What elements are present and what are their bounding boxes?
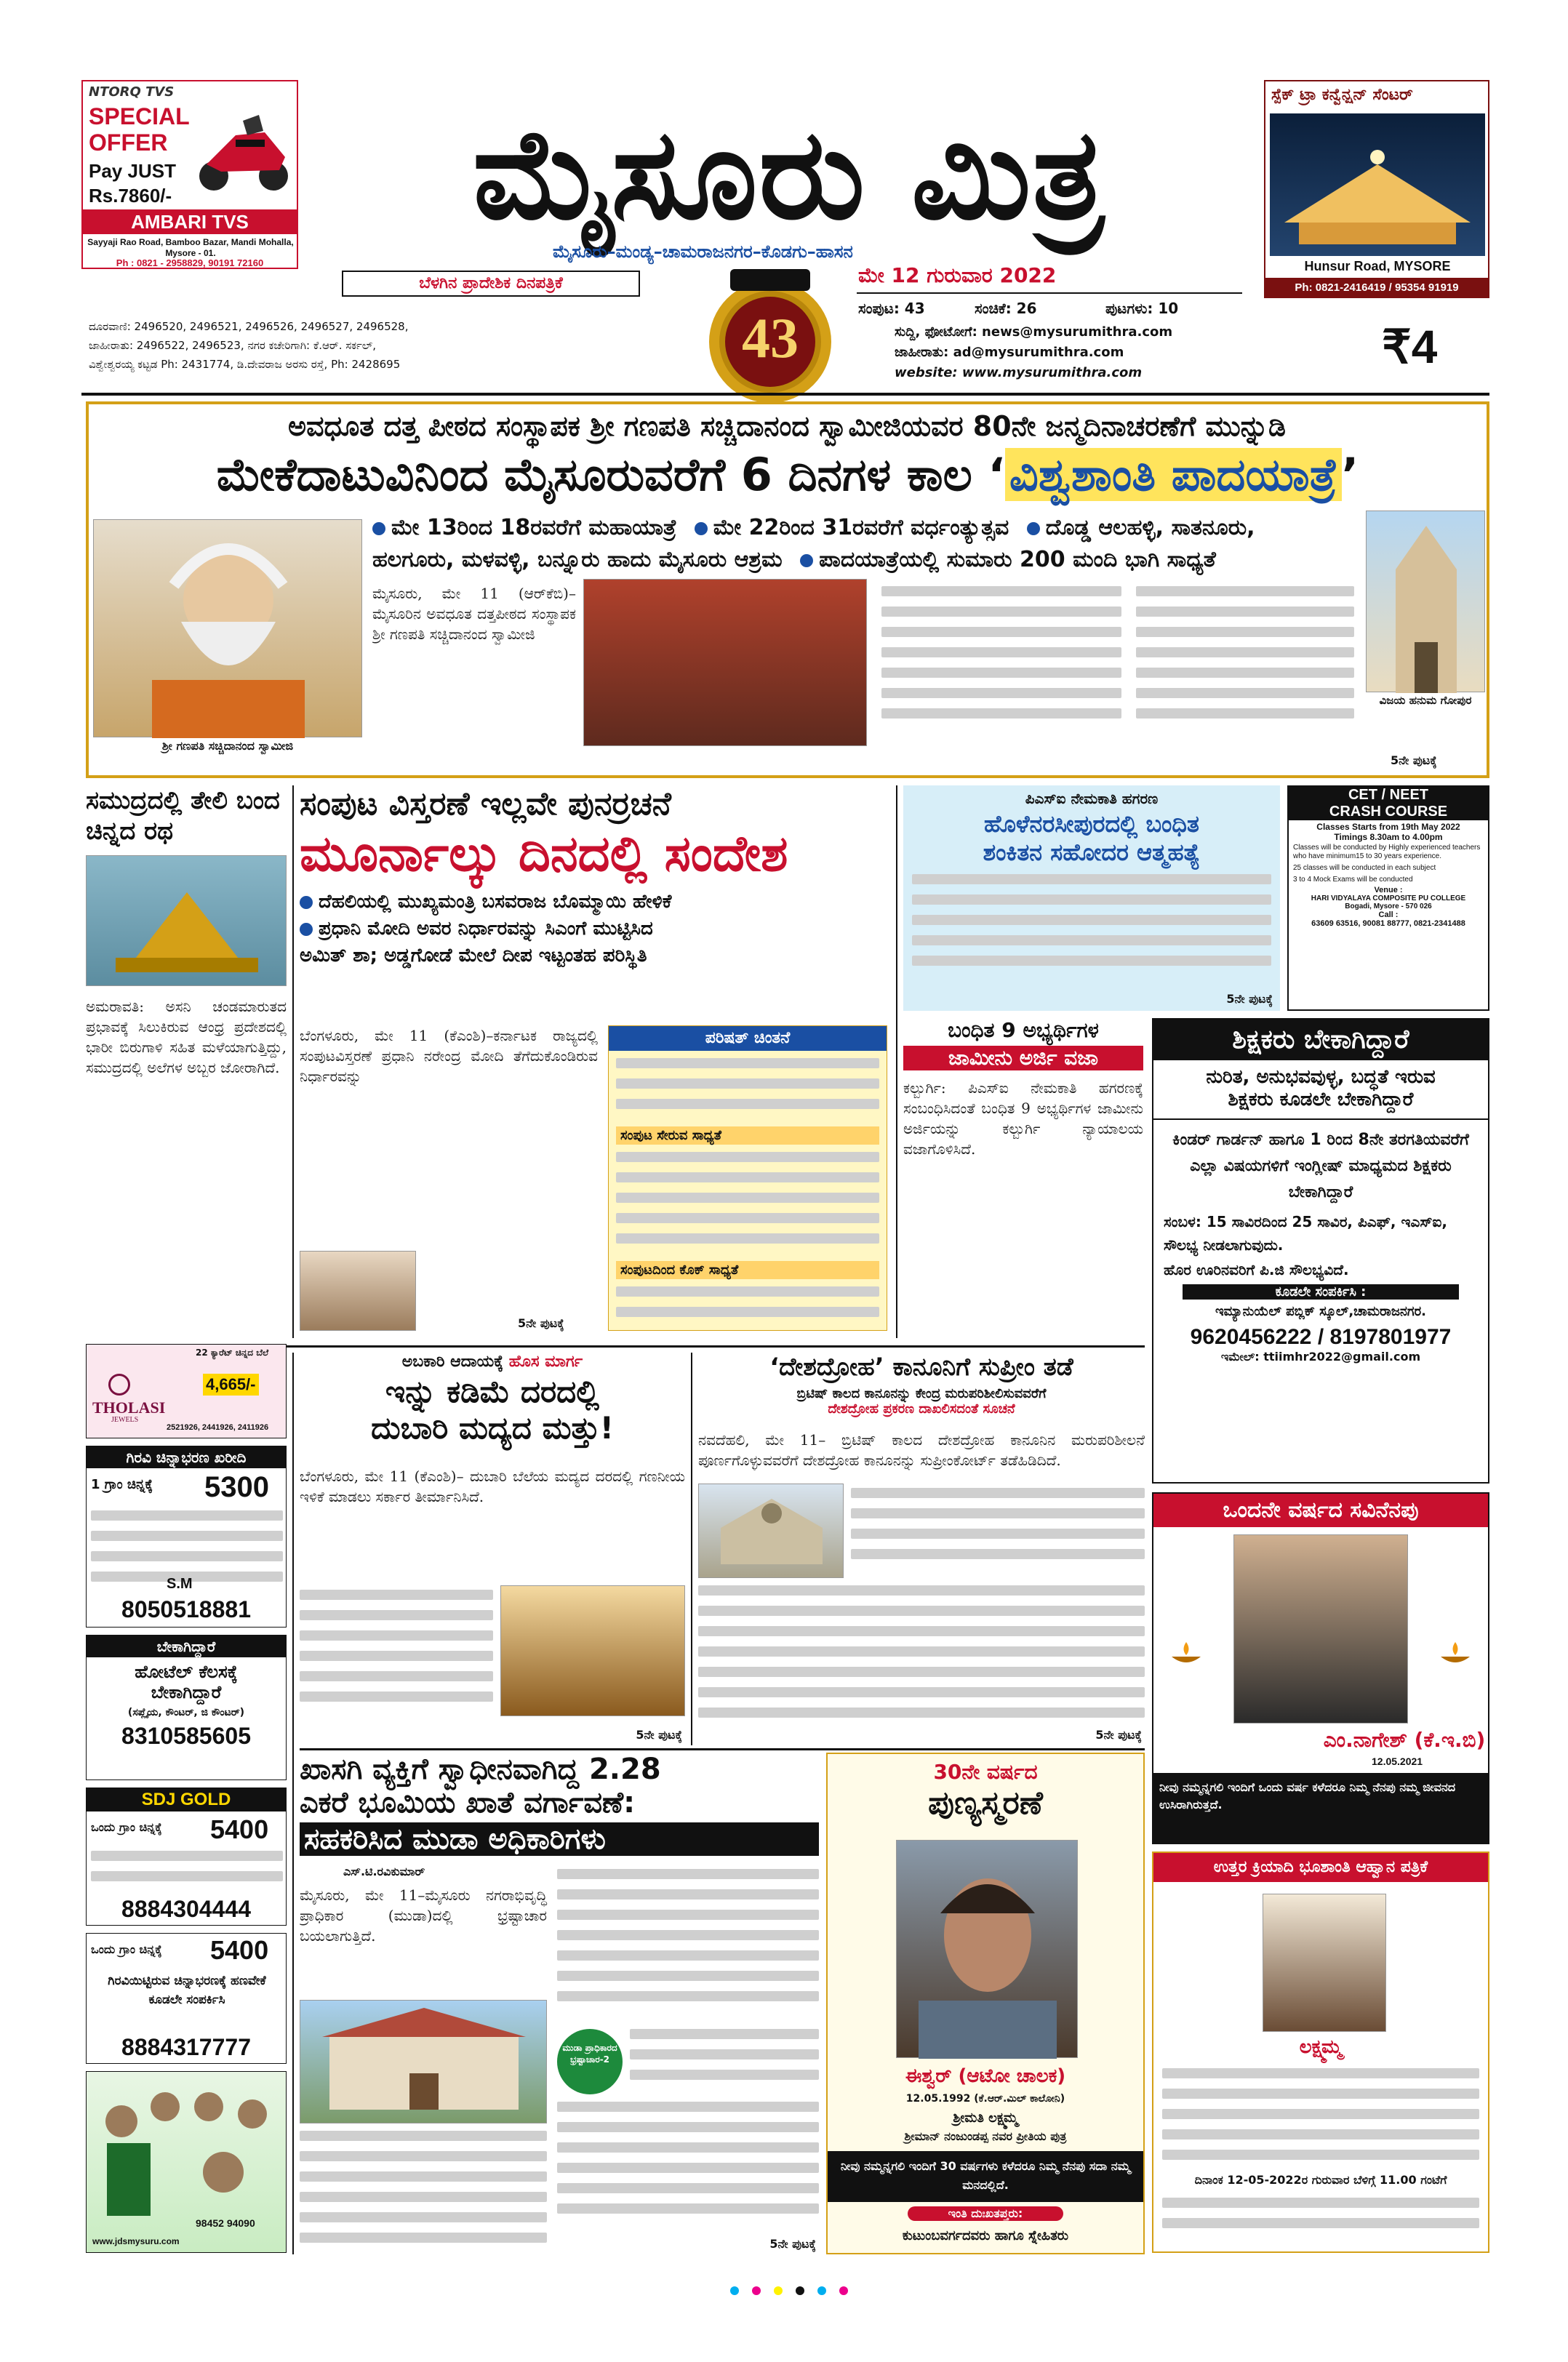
cabinet-sidebox — [608, 1025, 887, 1331]
teachers-body: ಕಿಂಡರ್ ಗಾರ್ಡನ್ ಹಾಗೂ 1 ರಿಂದ 8ನೇ ತರಗತಿಯವರೆಗೆ ಎಲ್ಲಾ ವಿಷಯಗಳಿಗೆ ಇಂಗ್ಲೀಷ್ ಮಾಧ್ಯಮದ ಶಿಕ್ಷಕರು ಬೇಕಾಗಿದ್ದಾರೆ — [1172, 1131, 1469, 1201]
ad-tvs-offer-2: OFFER — [89, 129, 168, 156]
lead-column-3 — [1136, 586, 1354, 746]
sedition-dateline: ನವದೆಹಲಿ, ಮೇ 11– ಬ್ರಿಟಿಷ್ ಕಾಲದ ದೇಶದ್ರೋಹ ಕಾನೂನಿನ ಮರುಪರಿಶೀಲನೆ ಪೂರ್ಣಗೊಳ್ಳುವವರೆಗೆ ದೇಶದ್ರೋಹ ಕಾನೂನನ್ನು ಸುಪ್ರೀಂಕೋರ್ಟ್ ತಡೆಹಿಡಿದಿದೆ. — [698, 1431, 1145, 1469]
cet-venue: HARI VIDYALAYA COMPOSITE PU COLLEGE — [1311, 894, 1466, 902]
liquor-kicker — [300, 1353, 685, 1371]
ad-convention[interactable] — [1264, 80, 1489, 298]
gold-pawn-rate-label: 1 ಗ್ರಾಂ ಚಿನ್ನಕ್ಕೆ — [91, 1477, 153, 1492]
lead-bullet-2: ಮೇ 22ರಿಂದ 31ರವರೆಗೆ ವರ್ಧಂತ್ಯುತ್ಸವ — [713, 515, 1009, 540]
cabinet-box-title: ಪರಿಷತ್ ಚಿಂತನೆ — [609, 1026, 887, 1051]
cabinet-body — [300, 1025, 598, 1244]
ad-tvs-offer-1: SPECIAL — [89, 103, 190, 129]
obit1-photo — [1233, 1534, 1408, 1724]
ad-gold-pawn[interactable] — [86, 1446, 287, 1628]
obit3-date: 12.05.1992 (ಕೆ.ಆರ್.ಮಿಲ್ ಕಾಲೋನಿ) — [905, 2093, 1065, 2105]
cabinet-bullet-1-text: ದೆಹಲಿಯಲ್ಲಿ ಮುಖ್ಯಮಂತ್ರಿ ಬಸವರಾಜ ಬೊಮ್ಮಾಯಿ ಹೇಳಿಕೆ — [319, 891, 672, 913]
obit-lakshmamma[interactable] — [1152, 1851, 1489, 2253]
teachers-school: ಇಮ್ಯಾನುಯೆಲ್ ಪಬ್ಲಿಕ್ ಸ್ಕೂಲ್,ಚಾಮರಾಜನಗರ. — [1215, 1304, 1427, 1319]
cet-title-1: CET / NEET — [1289, 787, 1488, 804]
bail-headline-1: ಬಂಧಿತ 9 ಅಭ್ಯರ್ಥಿಗಳ — [948, 1018, 1099, 1042]
cabinet-more[interactable]: 5ನೇ ಪುಟಕ್ಕೆ — [518, 1316, 564, 1330]
lead-column-2 — [881, 586, 1121, 746]
obit1-name: ಎಂ.ನಾಗೇಶ್ (ಕೆ.ಇ.ಬಿ) — [1323, 1728, 1486, 1752]
story-chariot — [86, 785, 287, 1338]
cabinet-bullet-2-text: ಪ್ರಧಾನಿ ಮೋದಿ ಅವರ ನಿರ್ಧಾರವನ್ನು ಸಿಎಂಗೆ ಮುಟ್ಟಿಸಿದ — [319, 918, 653, 940]
teachers-contact-title: ಕೂಡಲೇ ಸಂಪರ್ಕಿಸಿ : — [1183, 1284, 1459, 1300]
ad-tvs-dealer: AMBARI TVS — [83, 209, 297, 234]
sdj-title: SDJ GOLD — [87, 1788, 286, 1811]
lead-bullet-3: ದೊಡ್ಡ ಆಲಹಳ್ಳಿ, ಸಾತನೂರು, — [1045, 515, 1255, 540]
cet-venue-place: Bogadi, Mysore - 570 026 — [1345, 902, 1432, 910]
cet-title-2: CRASH COURSE — [1289, 804, 1488, 820]
hotel-line-1: ಹೋಟೆಲ್ ಕೆಲಸಕ್ಕೆ — [135, 1662, 238, 1682]
lead-story — [86, 401, 1489, 778]
obit2-photo — [1263, 1894, 1386, 2032]
chariot-body: ಅಮರಾವತಿ: ಅಸನಿ ಚಂಡಮಾರುತದ ಪ್ರಭಾವಕ್ಕೆ ಸಿಲುಕಿರುವ ಆಂಧ್ರ ಪ್ರದೇಶದಲ್ಲಿ ಭಾರೀ ಬಿರುಗಾಳಿ ಸಹಿತ ಮಳೆಯಾಗುತ್ತಿದ್ದು, ಸಮುದ್ರದಲ್ಲಿ ಅಲೆಗಳ ಅಬ್ಬರ ಜೋರಾಗಿದೆ. — [86, 998, 287, 1076]
ad-jds[interactable] — [86, 2071, 287, 2253]
cet-phones: 63609 63516, 90081 88777, 0821-2341488 — [1311, 919, 1465, 928]
liquor-kicker-a: ಅಬಕಾರಿ ಆದಾಯಕ್ಕೆ — [401, 1353, 504, 1371]
psi-kicker: ಪಿಎಸ್ಐ ನೇಮಕಾತಿ ಹಗರಣ — [1025, 790, 1159, 807]
sedition-sub-1: ಬ್ರಿಟಿಷ್ ಕಾಲದ ಕಾನೂನನ್ನು ಕೇಂದ್ರ ಮರುಪರಿಶೀಲಿಸುವವರೆಗೆ — [796, 1386, 1047, 1401]
masthead-date: ಮೇ 12 ಗುರುವಾರ 2022 — [858, 263, 1057, 287]
sedition-body — [698, 1430, 1145, 1481]
lead-photo-gopura — [1366, 511, 1485, 692]
obit3-grief: ಇಂತಿ ದುಃಖತಪ್ತರು: — [908, 2206, 1063, 2221]
gold2-rate: 5400 — [210, 1935, 269, 1965]
sedition-headline: ‘ದೇಶದ್ರೋಹ’ ಕಾನೂನಿಗೆ ಸುಪ್ರೀಂ ತಡೆ — [769, 1353, 1073, 1382]
story-liquor — [300, 1353, 685, 1745]
registration-marks — [727, 2283, 858, 2298]
story-land — [300, 1753, 819, 2254]
lead-bullet-4: ಹಲಗೂರು, ಮಳವಳ್ಳಿ, ಬನ್ನೂರು ಹಾದು ಮೈಸೂರು ಆಶ್ರಮ — [372, 547, 783, 572]
lead-bullets-row-1 — [372, 515, 1376, 540]
obit1-lamp-right — [1437, 1639, 1473, 1668]
hotel-title: ಬೇಕಾಗಿದ್ದಾರೆ — [87, 1636, 286, 1657]
obit-nagesh[interactable] — [1152, 1492, 1489, 1844]
teachers-phones: 9620456222 / 8197801977 — [1190, 1325, 1452, 1349]
cet-point-3: 3 to 4 Mock Exams will be conducted — [1293, 876, 1413, 884]
teachers-title: ಶಿಕ್ಷಕರು ಬೇಕಾಗಿದ್ದಾರೆ — [1153, 1020, 1488, 1060]
lead-dateline: ಮೈಸೂರು, ಮೇ 11 (ಆರ್‌ಕೆಬಿ)– ಮೈಸೂರಿನ ಅವಧೂತ ದತ್ತಪೀಠದ ಸಂಸ್ಥಾಪಕ ಶ್ರೀ ಗಣಪತಿ ಸಚ್ಚಿದಾನಂದ ಸ್ವಾಮೀಜಿ — [372, 585, 576, 643]
obit2-name: ಲಕ್ಷ್ಮಮ್ಮ — [1299, 2036, 1343, 2058]
obit1-date: 12.05.2021 — [1372, 1756, 1423, 1767]
obit3-year: 30ನೇ ವರ್ಷದ — [933, 1760, 1038, 1784]
chariot-headline: ಸಮುದ್ರದಲ್ಲಿ ತೇಲಿ ಬಂದ ಚಿನ್ನದ ರಥ — [86, 786, 280, 846]
liquor-body — [300, 1466, 685, 1582]
lead-more[interactable]: 5ನೇ ಪುಟಕ್ಕೆ — [1391, 753, 1437, 767]
land-tag: ಮುಡಾ ಪ್ರಾಧಿಕಾರದ ಭ್ರಷ್ಟಾಚಾರ-2 — [557, 2029, 623, 2094]
cet-starts: Classes Starts from 19th May 2022 — [1316, 822, 1460, 832]
ad-teachers[interactable] — [1152, 1018, 1489, 1484]
psi-headline-2: ಶಂಕಿತನ ಸಹೋದರ ಆತ್ಮಹತ್ಯೆ — [983, 838, 1201, 866]
land-dateline: ಮೈಸೂರು, ಮೇ 11–ಮೈಸೂರು ನಗರಾಭಿವೃದ್ಧಿ ಪ್ರಾಧಿಕಾರ (ಮುಡಾ)ದಲ್ಲಿ ಭ್ರಷ್ಟಾಚಾರ ಬಯಲಾಗುತ್ತಿದೆ. — [300, 1886, 547, 1945]
anniversary-emblem — [701, 263, 839, 409]
cabinet-box-sub-2: ಸಂಪುಟದಿಂದ ಕೊಕ್ ಸಾಧ್ಯತೆ — [616, 1261, 879, 1279]
gold-pawn-contact: S.M — [167, 1576, 193, 1592]
obit1-lamp-left — [1168, 1639, 1204, 1668]
obit3-photo — [896, 1840, 1078, 2058]
teachers-email: ಇಮೇಲ್: ttiimhr2022@gmail.com — [1220, 1350, 1421, 1364]
story-bail — [903, 1018, 1143, 1338]
masthead-regions: ಮೈಸೂರು–ಮಂಡ್ಯ–ಚಾಮರಾಜನಗರ–ಕೊಡಗು–ಹಾಸನ — [553, 241, 853, 262]
gold2-phone: 8884317777 — [121, 2034, 251, 2060]
lead-headline-b: ವಿಶ್ವಶಾಂತಿ ಪಾದಯಾತ್ರೆ — [1005, 448, 1342, 501]
land-headline-2: ಎಕರೆ ಭೂಮಿಯ ಖಾತೆ ವರ್ಗಾವಣೆ: — [300, 1786, 636, 1819]
cabinet-box-sub-1: ಸಂಪುಟ ಸೇರುವ ಸಾಧ್ಯತೆ — [616, 1126, 879, 1145]
sedition-sub-2: ದೇಶದ್ರೋಹ ಪ್ರಕರಣ ದಾಖಲಿಸದಂತೆ ಸೂಚನೆ — [828, 1401, 1015, 1417]
lead-column-1 — [372, 583, 576, 743]
land-photo — [300, 2000, 547, 2123]
obit1-text: ನೀವು ನಮ್ಮನ್ನಗಲಿ ಇಂದಿಗೆ ಒಂದು ವರ್ಷ ಕಳೆದರೂ ನಿಮ್ಮ ನೆನಪು ನಮ್ಮ ಜೀವನದ ಉಸಿರಾಗಿರುತ್ತದೆ. — [1153, 1773, 1488, 1843]
tholasi-price: 4,665/- — [203, 1374, 259, 1396]
chariot-photo — [86, 855, 287, 986]
bail-headline-2: ಜಾಮೀನು ಅರ್ಜಿ ವಜಾ — [903, 1046, 1143, 1070]
sdj-rate-label: ಒಂದು ಗ್ರಾಂ ಚಿನ್ನಕ್ಕೆ — [91, 1820, 162, 1834]
cabinet-bullet-3: ಅಮಿತ್ ಶಾ; ಅಡ್ಡಗೋಡೆ ಮೇಲೆ ದೀಪ ಇಟ್ಟಂತಹ ಪರಿಸ್ಥಿತಿ — [300, 945, 647, 966]
scooter-image — [192, 106, 294, 192]
obit3-text: ನೀವು ನಮ್ಮನ್ನಗಲಿ ಇಂದಿಗೆ 30 ವರ್ಷಗಳು ಕಳೆದರೂ ನಿಮ್ಮ ನೆನಪು ಸದಾ ನಮ್ಮ ಮನದಲ್ಲಿದೆ. — [828, 2151, 1143, 2202]
obit3-title: ಪುಣ್ಯಸ್ಮರಣೆ — [928, 1785, 1043, 1822]
lead-headline-a: ಮೇಕೆದಾಟುವಿನಿಂದ ಮೈಸೂರುವರೆಗೆ 6 ದಿನಗಳ ಕಾಲ ‘ — [216, 448, 1005, 501]
gold2-rate-label: ಒಂದು ಗ್ರಾಂ ಚಿನ್ನಕ್ಕೆ — [91, 1942, 162, 1956]
masthead-news-email: ಸುದ್ದಿ, ಫೋಟೋಗೆ: news@mysurumithra.com — [895, 324, 1173, 340]
land-headline-1: ಖಾಸಗಿ ವ್ಯಕ್ತಿಗೆ ಸ್ವಾಧೀನವಾಗಿದ್ದ 2.28 — [300, 1753, 661, 1786]
cet-timings: Timings 8.30am to 4.00pm — [1334, 832, 1443, 842]
lead-bullet-5: ಪಾದಯಾತ್ರೆಯಲ್ಲಿ ಸುಮಾರು 200 ಮಂದಿ ಭಾಗಿ ಸಾಧ್ಯತೆ — [819, 547, 1216, 572]
sdj-rate: 5400 — [210, 1814, 269, 1844]
liquor-more[interactable]: 5ನೇ ಪುಟಕ್ಕೆ — [636, 1728, 682, 1742]
anniversary-number: 43 — [742, 306, 799, 369]
gold2-body: ಗಿರವಿಯಿಟ್ಟಿರುವ ಚಿನ್ನಾಭರಣಕ್ಕೆ ಹಣವೇಕೆ ಕೂಡಲೇ ಸಂಪರ್ಕಿಸಿ — [108, 1974, 266, 2007]
obit3-relation: ಶ್ರೀಮಾನ್ ನಂಜುಂಡಪ್ಪ ನವರ ಪ್ರೀತಿಯ ಪುತ್ರ — [904, 2129, 1067, 2143]
masthead-title: ಮೈಸೂರು ಮಿತ್ರ — [473, 101, 1105, 247]
ad-convention-phone: Ph: 0821-2416419 / 95354 91919 — [1265, 278, 1488, 298]
liquor-kicker-b: ಹೊಸ ಮಾರ್ಗ — [508, 1353, 583, 1371]
obit-eshwar[interactable] — [826, 1753, 1145, 2254]
lead-caption-swamiji: ಶ್ರೀ ಗಣಪತಿ ಸಚ್ಚಿದಾನಂದ ಸ್ವಾಮೀಜಿ — [161, 739, 294, 753]
ad-convention-location: Hunsur Road, MYSORE — [1304, 259, 1451, 273]
liquor-photo — [500, 1585, 685, 1716]
hotel-sub: (ಸಪ್ಲೈಯ, ಕೌಂಟರ್, ಜಿ ಕೌಂಟರ್) — [127, 1707, 245, 1718]
price: ₹4 — [1382, 321, 1438, 373]
masthead-volume: ಸಂಪುಟ: 43 — [858, 300, 925, 317]
ad-tvs-phone: Ph : 0821 - 2958829, 90191 72160 — [116, 257, 264, 268]
teachers-line-2: ಶಿಕ್ಷಕರು ಕೂಡಲೇ ಬೇಕಾಗಿದ್ದಾರೆ — [1228, 1089, 1414, 1110]
lead-headline — [89, 448, 1487, 502]
cabinet-headline-2: ಮೂರ್ನಾಲ್ಕು ದಿನದಲ್ಲಿ ಸಂದೇಶ — [300, 825, 788, 883]
tholasi-name: THOLASI — [92, 1398, 166, 1417]
cabinet-dateline: ಬೆಂಗಳೂರು, ಮೇ 11 (ಕೆಎಂಶಿ)–ಕರ್ನಾಟಕ ರಾಜ್ಯದಲ್ಲಿ ಸಂಪುಟವಿಸ್ತರಣೆ ಪ್ರಧಾನಿ ನರೇಂದ್ರ ಮೋದಿ ತೆಗೆದುಕೊಂಡಿರುವ ನಿರ್ಧಾರವನ್ನು — [300, 1027, 598, 1085]
land-more[interactable]: 5ನೇ ಪುಟಕ್ಕೆ — [769, 2237, 816, 2251]
obit2-title: ಉತ್ತರ ಕ್ರಿಯಾದಿ ಭೂಶಾಂತಿ ಆಹ್ವಾನ ಪತ್ರಿಕೆ — [1153, 1853, 1488, 1882]
lead-kicker: ಅವಧೂತ ದತ್ತ ಪೀಠದ ಸಂಸ್ಥಾಪಕ ಶ್ರೀ ಗಣಪತಿ ಸಚ್ಚಿದಾನಂದ ಸ್ವಾಮೀಜಿಯವರ 80ನೇ ಜನ್ಮದಿನಾಚರಣೆಗೆ ಮುನ್ನುಡಿ — [288, 410, 1286, 442]
liquor-headline-1: ಇನ್ನು ಕಡಿಮೆ ದರದಲ್ಲಿ — [385, 1374, 600, 1409]
sedition-more[interactable]: 5ನೇ ಪುಟಕ್ಕೆ — [1095, 1728, 1142, 1742]
story-cabinet — [300, 785, 890, 1338]
gold-pawn-rate: 5300 — [204, 1471, 269, 1503]
ad-gold-2[interactable] — [86, 1933, 287, 2064]
ad-tvs[interactable] — [81, 80, 298, 269]
ad-hotel[interactable] — [86, 1635, 287, 1780]
obit2-text: ದಿನಾಂಕ 12-05-2022ರ ಗುರುವಾರ ಬೆಳಿಗ್ಗೆ 11.00 ಗಂಟೆಗೆ — [1194, 2173, 1447, 2187]
masthead-ad-email: ಜಾಹೀರಾತು: ad@mysurumithra.com — [895, 345, 1124, 360]
obit3-mother: ಶ್ರೀಮತಿ ಲಕ್ಷ್ಮಮ್ಮ — [953, 2110, 1018, 2126]
cet-call-label: Call : — [1378, 910, 1399, 919]
cabinet-photo-cm — [300, 1251, 416, 1331]
gold-pawn-phone: 8050518881 — [121, 1596, 251, 1622]
story-psi — [903, 785, 1280, 1011]
ad-tvs-amount: Rs.7860/- — [89, 185, 172, 207]
sdj-phone: 8884304444 — [121, 1896, 251, 1922]
teachers-line-1: ನುರಿತ, ಅನುಭವವುಳ್ಳ, ಬದ್ಧತೆ ಇರುವ — [1206, 1066, 1436, 1088]
liquor-headline-2: ದುಬಾರಿ ಮದ್ಯದ ಮತ್ತು! — [371, 1410, 614, 1446]
masthead-pages: ಪುಟಗಳು: 10 — [1105, 300, 1179, 317]
masthead-phone-1: ದೂರವಾಣಿ: 2496520, 2496521, 2496526, 2496527, 2496528, — [89, 320, 409, 333]
cabinet-headline-1: ಸಂಪುಟ ವಿಸ್ತರಣೆ ಇಲ್ಲವೇ ಪುನರ್ರಚನೆ — [300, 785, 671, 822]
teachers-salary: ಸಂಬಳ: 15 ಸಾವಿರದಿಂದ 25 ಸಾವಿರ, ಪಿಎಫ್, ಇಎಸ್ಐ, ಸೌಲಭ್ಯ ನೀಡಲಾಗುವುದು. — [1164, 1213, 1447, 1254]
cabinet-bullet-2 — [300, 918, 890, 940]
land-headline-3: ಸಹಕರಿಸಿದ ಮುಡಾ ಅಧಿಕಾರಿಗಳು — [300, 1822, 819, 1856]
tholasi-phones: 2521926, 2441926, 2411926 — [167, 1423, 269, 1432]
cabinet-bullet-1 — [300, 891, 890, 913]
cet-point-2: 25 classes will be conducted in each subject — [1293, 864, 1436, 872]
land-body — [300, 1885, 547, 1994]
convention-hall-photo — [1270, 113, 1485, 256]
gold-pawn-title: ಗಿರವಿ ಚಿನ್ನಾಭರಣ ಖರೀದಿ — [87, 1446, 286, 1468]
ad-tholasi[interactable] — [86, 1344, 287, 1438]
ad-cet[interactable] — [1287, 785, 1489, 1011]
tholasi-sub: JEWELS — [111, 1416, 139, 1424]
lead-photo-event — [583, 579, 867, 746]
hotel-line-2: ಬೇಕಾಗಿದ್ದಾರೆ — [151, 1682, 222, 1702]
masthead-website: website: www.mysurumithra.com — [895, 365, 1143, 380]
obit1-title: ಒಂದನೇ ವರ್ಷದ ಸವಿನೆನಪು — [1153, 1494, 1488, 1527]
cet-venue-label: Venue : — [1374, 886, 1403, 894]
psi-more[interactable]: 5ನೇ ಪುಟಕ್ಕೆ — [1226, 992, 1273, 1006]
obit3-name: ಈಶ್ವರ್ (ಆಟೋ ಚಾಲಕ) — [905, 2065, 1066, 2087]
bail-body: ಕಲ್ಬುರ್ಗಿ: ಪಿಎಸ್ಐ ನೇಮಕಾತಿ ಹಗರಣಕ್ಕೆ ಸಂಬಂಧಿಸಿದಂತೆ ಬಂಧಿತ 9 ಅಭ್ಯರ್ಥಿಗಳ ಜಾಮೀನು ಅರ್ಜಿಯನ್ನು ಕಲ್ಬುರ್ಗಿ ನ್ಯಾಯಾಲಯ ವಜಾಗೊಳಿಸಿದೆ. — [903, 1079, 1143, 1158]
jds-photos — [92, 2078, 281, 2216]
teachers-hostel: ಹೊರ ಊರಿನವರಿಗೆ ಪಿ.ಜಿ ಸೌಲಭ್ಯವಿದೆ. — [1164, 1261, 1349, 1278]
masthead-tagline: ಬೆಳಗಿನ ಪ್ರಾದೇಶಿಕ ದಿನಪತ್ರಿಕೆ — [342, 271, 640, 297]
supreme-court-photo — [698, 1484, 844, 1578]
psi-headline-1: ಹೊಳೆನರಸೀಪುರದಲ್ಲಿ ಬಂಧಿತ — [984, 810, 1199, 838]
ad-convention-name: ಸ್ಪೆಕ್ ಟ್ರಾ ಕನ್ವೆನ್ಷನ್ ಸೆಂಟರ್ — [1271, 86, 1413, 104]
lead-bullets-row-2 — [372, 547, 1376, 572]
ad-tvs-brand: NTORQ TVS — [89, 84, 175, 100]
jds-website: www.jdsmysuru.com — [92, 2236, 180, 2246]
ad-tvs-address: Sayyaji Rao Road, Bamboo Bazar, Mandi Mohalla, Mysore - 01. — [87, 237, 294, 258]
tholasi-karat: 22 ಕ್ಯಾರೆಟ್ ಚಿನ್ನದ ಬೆಲೆ — [196, 1348, 269, 1358]
ad-sdj[interactable] — [86, 1787, 287, 1926]
masthead-phone-2: ಜಾಹೀರಾತು: 2496522, 2496523, ನಗರ ಕಚೇರಿಗಾಗಿ: ಕೆ.ಆರ್. ಸರ್ಕಲ್, — [89, 339, 377, 352]
lead-photo-swamiji — [93, 519, 362, 737]
story-sedition — [698, 1353, 1145, 1745]
masthead-issue: ಸಂಚಿಕೆ: 26 — [975, 300, 1037, 317]
lead-bullet-1: ಮೇ 13ರಿಂದ 18ರವರೆಗೆ ಮಹಾಯಾತ್ರೆ — [391, 515, 677, 540]
cet-point-1: Classes will be conducted by Highly experienced teachers who have minimum15 to 30 years experience. — [1293, 844, 1481, 860]
hotel-phone: 8310585605 — [121, 1723, 251, 1749]
tholasi-logo — [108, 1374, 130, 1396]
lead-caption-gopura: ವಿಜಯ ಹನುಮ ಗೋಪುರ — [1379, 694, 1472, 707]
jds-phone: 98452 94090 — [196, 2217, 255, 2229]
liquor-dateline: ಬೆಂಗಳೂರು, ಮೇ 11 (ಕೆಎಂಶಿ)– ದುಬಾರಿ ಬೆಲೆಯ ಮದ್ಯದ ದರದಲ್ಲಿ ಗಣನೀಯ ಇಳಿಕೆ ಮಾಡಲು ಸರ್ಕಾರ ತೀರ್ಮಾನಿಸಿದೆ. — [300, 1468, 685, 1505]
masthead-phone-3: ವಿಶ್ವೇಶ್ವರಯ್ಯ ಕಟ್ಟಡ Ph: 2431774, ಡಿ.ದೇವರಾಜ ಅರಸು ರಸ್ತೆ, Ph: 2428695 — [89, 358, 401, 371]
land-byline: ಎಸ್.ಟಿ.ರವಿಕುಮಾರ್ — [343, 1865, 425, 1878]
ad-tvs-pay: Pay JUST — [89, 160, 176, 182]
obit3-family: ಕುಟುಂಬವರ್ಗದವರು ಹಾಗೂ ಸ್ನೇಹಿತರು — [902, 2228, 1069, 2243]
lead-headline-c: ’ — [1341, 448, 1359, 501]
